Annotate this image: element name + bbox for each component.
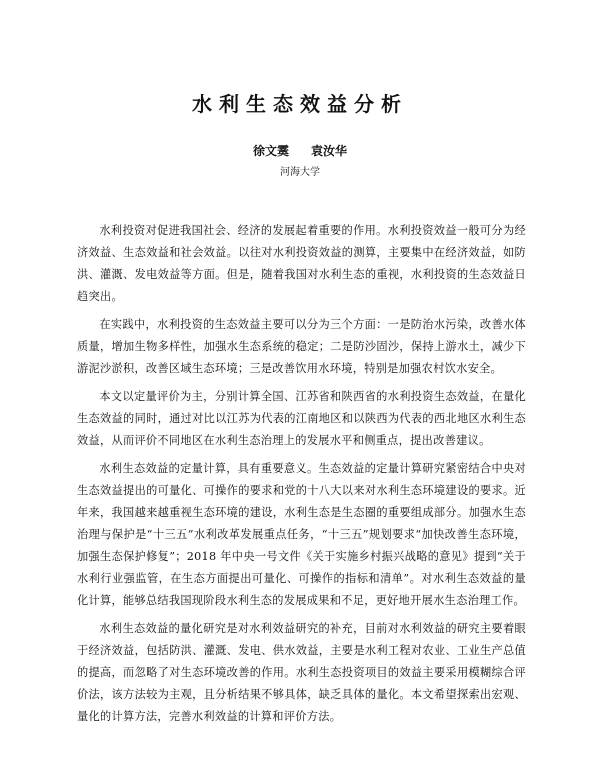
body-text: [77, 220, 526, 734]
paper-title: 水利生态效益分析: [192, 92, 408, 116]
paragraph: 在实践中，水利投资的生态效益主要可以分为三个方面：一是防治水污染，改善水体质量，增加生物多样性，加强水生态系统的稳定；二是防沙固沙，保持上游水土，减少下游泥沙淤积，改善区域生态环境；三是改善饮用水环境，特别是加强农村饮水安全。: [77, 318, 526, 375]
paragraph: 本文以定量评价为主，分别计算全国、江苏省和陕西省的水利投资生态效益，在量化生态效益的同时，通过对比以江苏为代表的江南地区和以陕西为代表的西北地区水利生态效益，从而评价不同地区在水利生态治理上的发展水平和侧重点，提出改善建议。: [77, 390, 526, 447]
paragraph: 水利投资对促进我国社会、经济的发展起着重要的作用。水利投资效益一般可分为经济效益、生态效益和社会效益。以往对水利投资效益的测算，主要集中在经济效益，如防洪、灌溉、发电效益等方面。但是，随着我国对水利生态的重视，水利投资的生态效益日趋突出。: [77, 224, 526, 303]
author-name: 袁汝华: [311, 144, 348, 158]
paragraph: 水利生态效益的量化研究是对水利效益研究的补充，目前对水利效益的研究主要着眼于经济效益，包括防洪、灌溉、发电、供水效益，主要是水利工程对农业、工业生产总值的提高，而忽略了对生态环境改善的作用。水利生态投资项目的效益主要采用模糊综合评价法，该方法较为主观，且分析结果不够具体，缺乏具体的量化。本文希望探索出宏观、量化的计算方法，完善水利效益的计算和评价方法。: [77, 622, 526, 723]
affiliation: 河海大学: [280, 167, 320, 178]
author-name: 徐文霙: [252, 144, 289, 158]
author-line: [0, 142, 600, 159]
paragraph: 水利生态效益的定量计算，具有重要意义。生态效益的定量计算研究紧密结合中央对生态效益提出的可量化、可操作的要求和党的十八大以来对水利生态环境建设的要求。近年来，我国越来越重视生态环境的建设，水利生态是生态圈的重要组成部分。加强水生态治理与保护是“十三五”水利改革发展重点任务，“十三五”规划要求“加快改善生态环境，加强生态保护修复”；2018 年中央一号文件《关于实施乡村振兴战略的意见》提到“关于水利行业强监管，在生态方面提出可量化、可操作的指标和清单”。对水利生态效益的量化计算，能够总结我国现阶段水利生态的发展成果和不足，更好地开展水生态治理工作。: [77, 462, 526, 607]
